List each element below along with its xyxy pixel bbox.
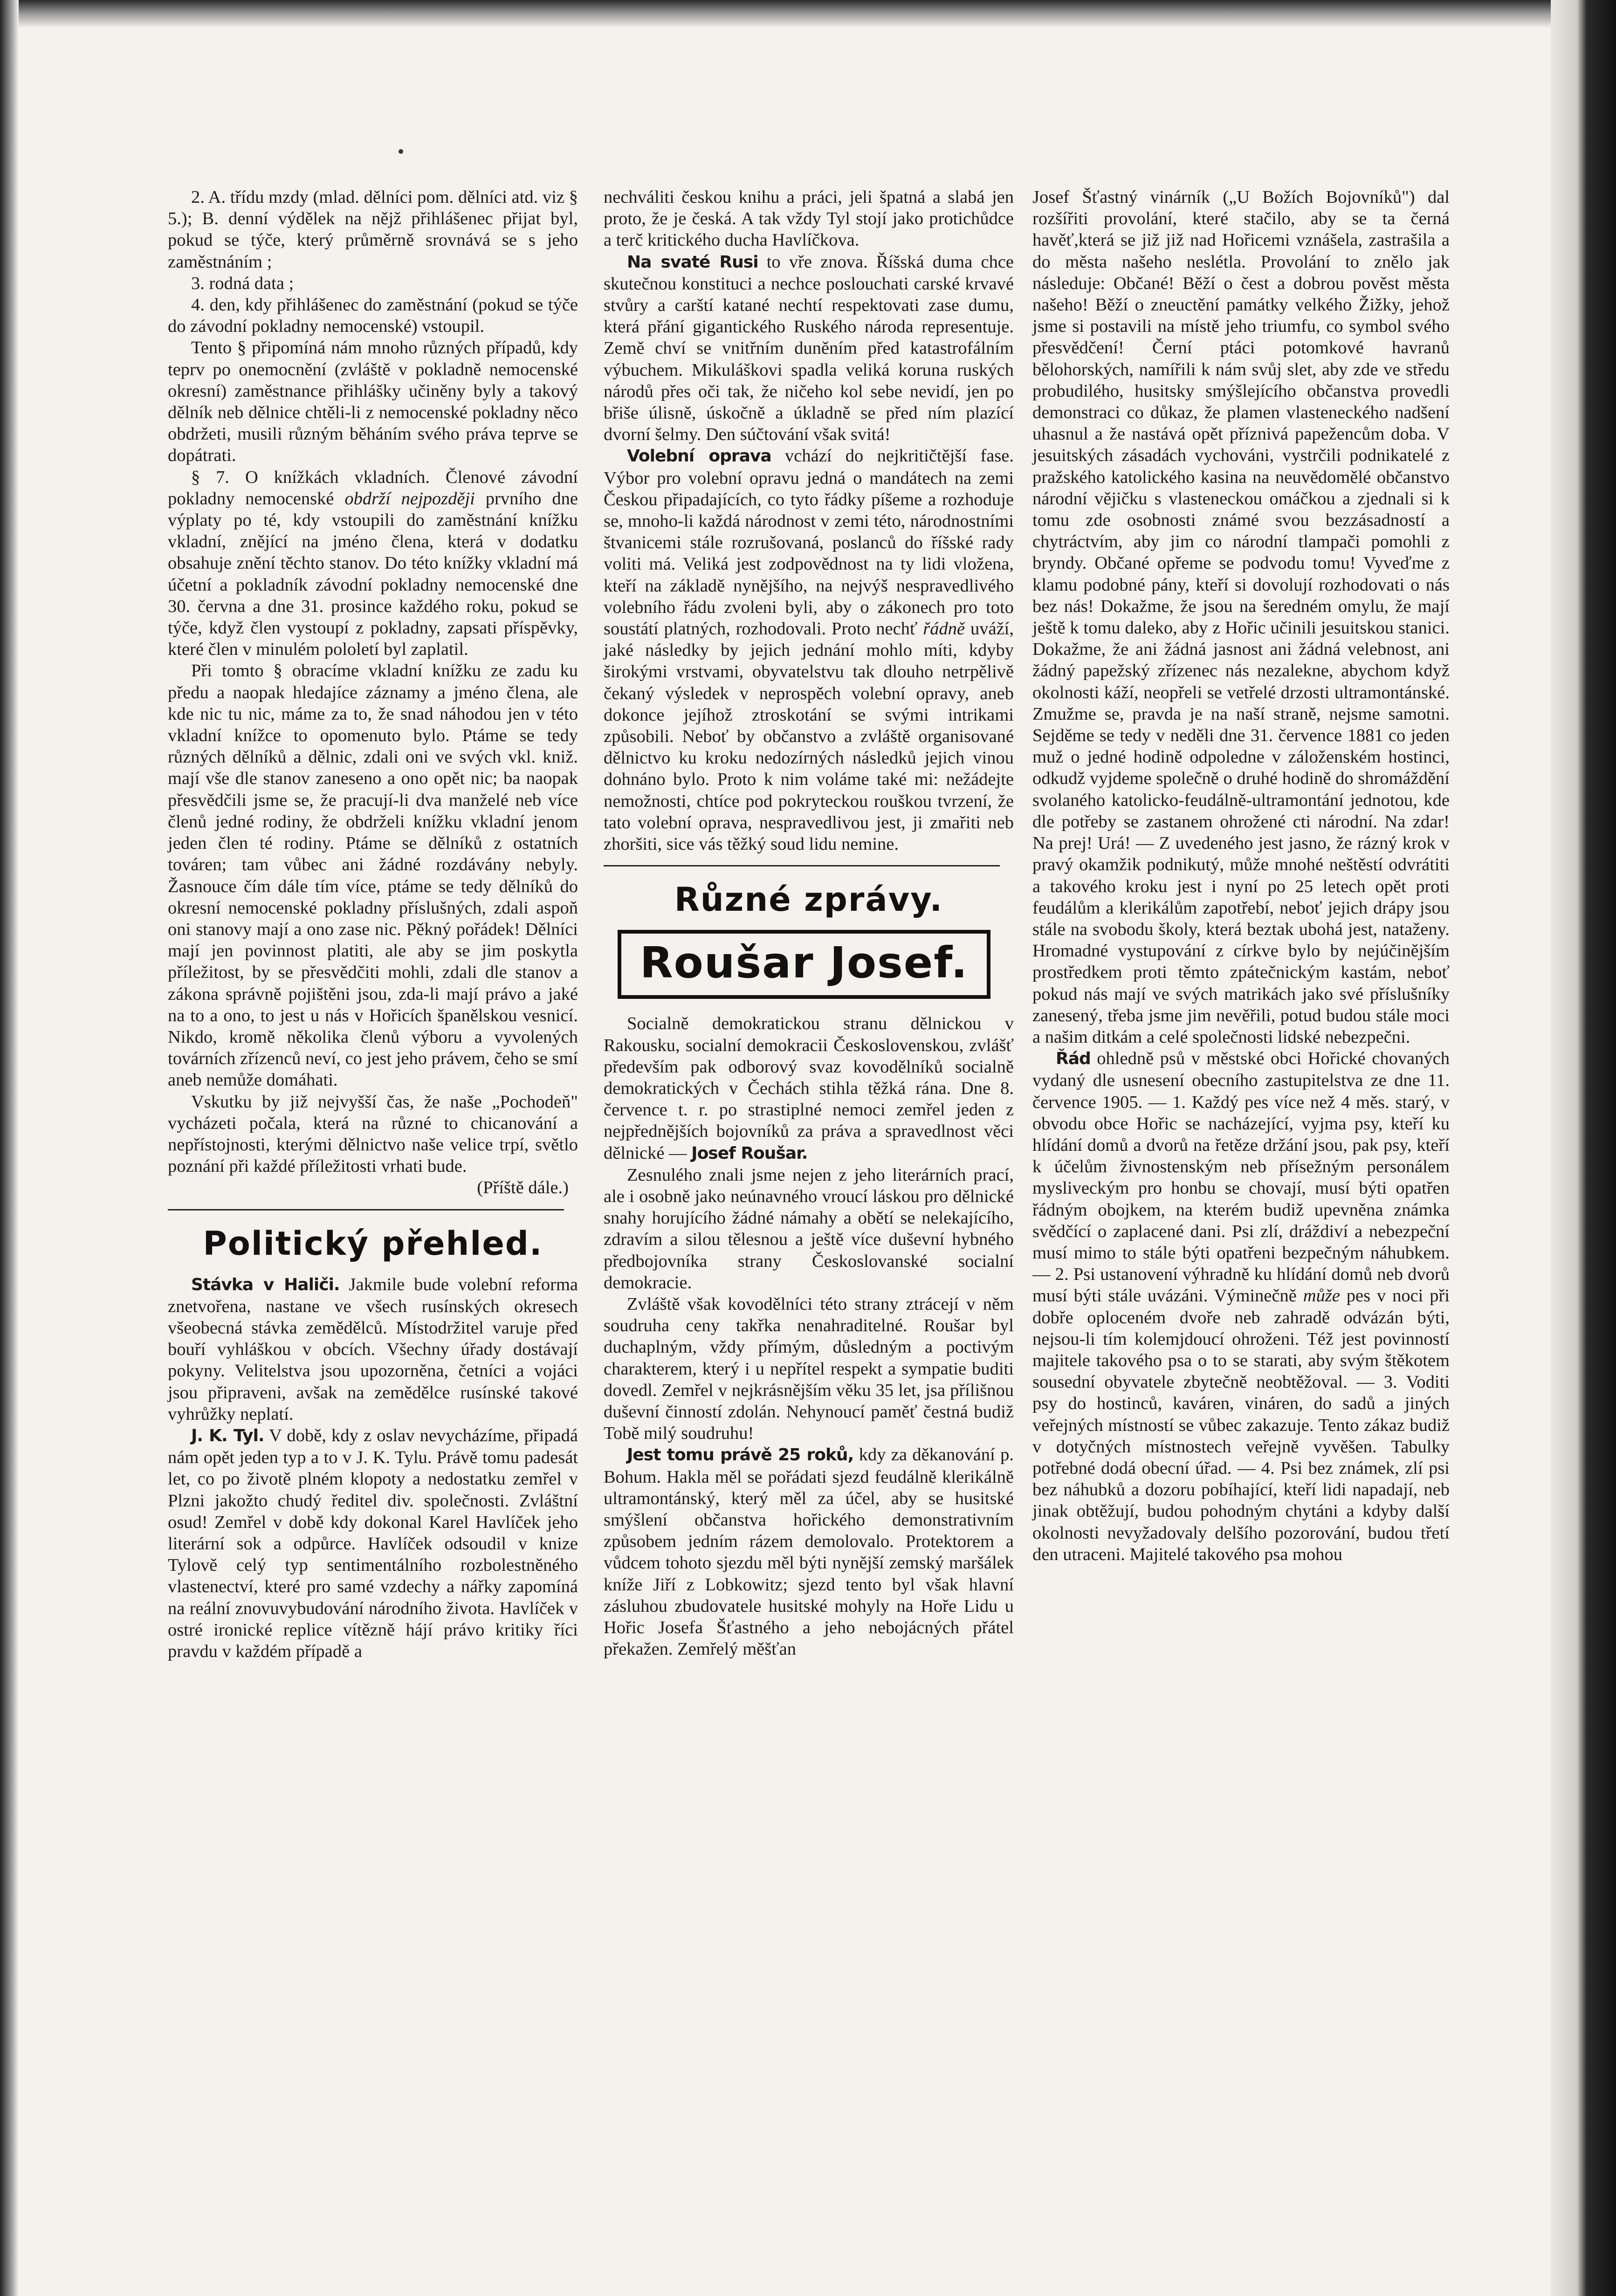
obituary-paragraph: Zvláště však kovodělníci této strany ztrácejí v něm soudruha ceny takřka nenahraditelné. Roušar byl duchaplným, vždy přímým, důsledným a poctivým charakterem, který i u nepřítel respekt a sympatie buditi dovedl. Zemřel v nejkrásnějším věku 35 let, jsa přílišnou duševní činností zdolán. Nehynoucí paměť čestná budiž Tobě milý soudruhu! bbox=[604, 1294, 1014, 1444]
scan-speck bbox=[399, 149, 403, 154]
article-paragraph: 3. rodná data ; bbox=[191, 273, 294, 293]
news-item-lead: J. K. Tyl. bbox=[191, 1426, 264, 1445]
news-item-lead: Volební oprava bbox=[627, 447, 771, 466]
article-paragraph: 2. A. třídu mzdy (mlad. dělníci pom. dělníci atd. viz § 5.); B. denní výdělek na nějž přihlášenec přijat byl, pokud se týče, který průměrně srovnává se s jeho zaměstnáním ; bbox=[168, 187, 578, 272]
news-item-lead: Řád bbox=[1056, 1049, 1091, 1069]
news-item-lead: Jest tomu právě 25 roků, bbox=[627, 1445, 854, 1465]
news-item-lead: Na svaté Rusi bbox=[627, 252, 758, 272]
obituary-paragraph: Zesnulého znali jsme nejen z jeho literárních prací, ale i osobně jako neúnavného vroucí láskou pro dělnické snahy horujícího žádné námahy a obětí se nelekajícího, zdravím a silou tělesnou a ještě více duševní hybného předbojovníka strany Českoslovanské socialní demokracie. bbox=[604, 1165, 1014, 1292]
column-left bbox=[168, 186, 578, 1662]
news-item: Stávka v Haliči. Jakmile bude volební reforma znetvořena, nastane ve všech rusínských okresech všeobecná stávka zemědělců. Místodržitel varuje před bouří vyhláškou v obcích. Všechny úřady dostávají pokyny. Velitelstva jsou upozorněna, četníci a vojáci jsou připraveni, avšak na zemědělce rusínské takové vyhrůžky neplatí. bbox=[168, 1274, 578, 1424]
article-paragraph: Vskutku by již nejvyšší čas, že naše „Pochodeň" vycházeti počala, která na různé to chicanování a nepřístojnosti, kterými dělnictvo naše velice trpí, světlo poznání při každé příležitosti vrhati bude. bbox=[168, 1092, 578, 1176]
news-item: Jest tomu právě 25 roků, kdy za děkanování p. Bohum. Hakla měl se pořádati sjezd feudálně klerikálně ultramontánský, který měl za účel, aby se husitské smýšlení občanstva hořického demonstrativním způsobem jedním rázem demolovalo. Protektorem a vůdcem tohoto sjezdu měl býti nynější zemský maršálek kníže Jiří z Lobkowitz; sjezd tento byl však hlavní zásluhou zbudovatele husitské mohyly na Hoře Lidu u Hořic Josefa Šťastného a jeho nebojácných přátel překažen. Zemřelý měšťan bbox=[604, 1445, 1014, 1659]
obituary-title: Roušar Josef. bbox=[640, 938, 969, 988]
article-paragraph: nechváliti českou knihu a práci, jeli špatná a slabá jen proto, že je česká. A tak vždy Tyl stojí jako protichůdce a terč kritického ducha Havlíčkova. bbox=[604, 187, 1014, 250]
news-item: Na svaté Rusi to vře znova. Říšská duma chce skutečnou konstituci a nechce poslouchati carské krvavé stvůry a carští katané nechtí respektovati zase dumu, která přání gigantického Ruského národa representuje. Země chví se vnitřním duněním před katastrofálním výbuchem. Mikuláškovi spadla veliká koruna ruských národů přes oči tak, že ničeho kol sebe nevidí, jen po břiše úlisně, úskočně a úkladně se před ním plazící dvorní šelmy. Den súčtování však svitá! bbox=[604, 252, 1014, 445]
obituary-name: Josef Roušar. bbox=[691, 1143, 808, 1163]
continued-note: (Příště dále.) bbox=[477, 1178, 569, 1198]
section-divider bbox=[168, 1209, 564, 1210]
news-item: J. K. Tyl. V době, kdy z oslav nevycházíme, připadá nám opět jeden typ a to v J. K. Tylu. Právě tomu padesát let, co po životě plném klopoty a nedostatku zemřel v Plzni jakožto chudý ředitel div. společnosti. Zvláštní osud! Zemřel v době kdy dokonal Karel Havlíček jeho literární sok a odpůrce. Havlíček odsoudil v knize Tylově celý typ sentimentálního rozbolestněného vlastenectví, které pro samé vzdechy a nářky zapomíná na reální znovuvybudování národního života. Havlíček v ostré ironické replice vítězně hájí právo kritiky říci pravdu v každém případě a bbox=[168, 1425, 578, 1661]
obituary-heading-box bbox=[618, 930, 990, 999]
scan-right-edge bbox=[1551, 0, 1616, 2296]
news-item: Řád ohledně psů v městské obci Hořické chovaných vydaný dle usnesení obecního zastupitelstva ze dne 11. července 1905. — 1. Každý pes více než 4 měs. starý, v obvodu obce Hořic se nacházející, vyjma psy, kteří ku hlídání domů a dvorů na řetěze držání jsou, pak psy, kteří k účelům živnostenským neb přísežným personálem mysliveckým pro honbu se chovají, musí býti opatřen řádným obojkem, na kterém budiž upevněna známka svědčící o zaplacené dani. Psi zlí, dráždiví a nebezpeční musí mimo to stále býti opatřeni bezpečným náhubkem. — 2. Psi ustanovení výhradně ku hlídání domů neb dvorů musí býti stále uvázáni. Výminečně může pes v noci při dobře oploceném dvoře neb zahradě odvázán býti, nejsou-li tím kolemjdoucí ohroženi. Též jest povinností majitele takového psa o to se starati, aby svým štěkotem sousední obyvatele zbytečně neobtěžoval. — 3. Voditi psy do hostinců, kaváren, vináren, do sadů a jiných veřejných místností se vůbec zakazuje. Tento zákaz budiž v dotyčných místnostech veřejně vyvěšen. Tabulky potřebné dodá obecní úřad. — 4. Psi bez známek, zlí psi bez náhubků a dozoru pobíhající, kteří lidi napadají, neb jinak obtěžují, budou pohodným chytáni a kdyby další okolnosti nevyžadovaly delšího pozorování, budou třetí den utraceni. Majitelé takového psa mohou bbox=[1032, 1049, 1450, 1564]
section-divider bbox=[604, 865, 1000, 866]
column-middle bbox=[604, 186, 1014, 1660]
column-right bbox=[1032, 186, 1450, 1565]
article-paragraph: § 7. O knížkách vkladních. Členové závodní pokladny nemocenské obdrží nejpozději prvního dne výplaty po té, kdy vstoupili do zaměstnání knížku vkladní, znějící na jméno člena, která v dodatku obsahuje znění těchto stanov. Do této knížky vkladní má účetní a pokladník závodní pokladny nemocenské dne 30. června a dne 31. prosince každého roku, pokud se týče, když člen vystoupí z pokladny, zapsati příspěvky, které člen v minulém pololetí byl zaplatil. bbox=[168, 467, 578, 660]
article-paragraph: 4. den, kdy přihlášenec do zaměstnání (pokud se týče do závodní pokladny nemocenské) vstoupil. bbox=[168, 295, 578, 337]
emphasis: může bbox=[1303, 1286, 1340, 1306]
obituary-paragraph: Socialně demokratickou stranu dělnickou v Rakousku, socialní demokracii Československou, zvlášť především pak odborový svaz kovodělníků socialně demokratických v Čechách stihla těžká rána. Dne 8. července t. r. po strastiplné nemoci zemřel jeden z nejpřednějších bojovníků za práva a spravedlnost věci dělnické — Josef Roušar. bbox=[604, 1014, 1014, 1163]
section-title-politics: Politický přehled. bbox=[203, 1224, 543, 1263]
article-paragraph: Tento § připomíná nám mnoho různých případů, kdy teprv po onemocnění (zvláště v pokladně nemocenské okresní) zaměstnance přihlášky učiněny byly a takový dělník neb dělnice chtěli-li z nemocenské pokladny něco obdržeti, musili různým běháním svého práva teprve se dopátrati. bbox=[168, 338, 578, 466]
news-item-lead: Stávka v Haliči. bbox=[191, 1275, 340, 1294]
scan-top-edge bbox=[0, 0, 1616, 28]
news-item: Volební oprava vchází do nejkritičtější fase. Výbor pro volební opravu jedná o mandátech na zemi Českou připadajících, co tyto řádky píšeme a rozhoduje se, mnoho-li každá národnost v zemi této, národnostními štvanicemi stále rozrušovaná, poslanců do říšské rady voliti má. Veliká jest zodpovědnost na ty lidi vložena, kteří na základě nynějšího, na nejvýš nespravedlivého volebního řádu zvoleni byli, aby o zákonech pro toto soustátí platných, rozhodovali. Proto nechť řádně uváží, jaké následky by jejich jednání mohlo míti, kdyby širokými vrstvami, obyvatelstvu tak dlouho netrpělivě čekaný výsledek v neprospěch volební opravy, aneb dokonce jejíhož ztroskotání se svými intrikami způsobili. Neboť by občanstvo a zvláště organisované dělnictvo ku kroku nedozírných následků jejich vinou dohnáno bylo. Proto k nim voláme také mi: nežádejte nemožnosti, chtíce pod pokryteckou rouškou tvrzení, že tato volební oprava, nespravedlivou jest, ji zmařiti neb zhoršiti, sice vás těžký soud lidu nemine. bbox=[604, 446, 1014, 854]
emphasis: obdrží nejpozději bbox=[344, 488, 475, 509]
section-title-news: Různé zprávy. bbox=[674, 880, 943, 919]
scan-left-edge bbox=[0, 0, 19, 2296]
article-paragraph: Při tomto § obracíme vkladní knížku ze zadu ku předu a naopak hledajíce záznamy a jméno člena, ale kde nic tu nic, máme za to, že snad náhodou jen v této vkladní knížce to opomenuto bylo. Ptáme se tedy různých dělníků a dělnic, zdali oni ve svých vkl. kniž. mají vše dle stanov zaneseno a ono opět nic; ba naopak přesvědčili jsme se, že pracují-li dva manželé neb více členů jedné rodiny, že obdrželi knížku vkladní jenom jeden člen té rodiny. Ptáme se dělníků z ostatních továren; tam vůbec ani žádné rozdávány nebyly. Žasnouce čím dále tím více, ptáme se tedy dělníků do okresní nemocenské pokladny příslušných, zdali aspoň oni stanovy mají a ono zase nic. Pěkný pořádek! Dělníci mají jen povinnost platiti, ale aby se jim poskytla příležitost, by se přesvědčiti mohli, zdali dle stanov a zákona správně pojištěni jsou, zda-li mají právo a jaké na to a ono, to jest u nás v Hořicích španělskou vesnicí. Nikdo, kromě několika členů výboru a vyvolených továrních zřízenců neví, co jest jeho právem, čeho se smí aneb nemůže domáhati. bbox=[168, 661, 578, 1090]
emphasis: řádně bbox=[923, 619, 965, 639]
article-paragraph: Josef Šťastný vinárník („U Božích Bojovníků") dal rozšířiti provolání, které stačilo, aby se ta černá havěť,která se již již nad Hořicemi vznášela, zastrašila a do města našeho neslétla. Provolání to znělo jak následuje: Občané! Běží o čest a dobrou pověst města našeho! Běží o zneuctění památky velkého Žižky, jehož jsme si postavili na místě jeho triumfu, co symbol svého přesvědčení! Černí ptáci potomkové havranů bělohorských, namířili k nám svůj slet, aby zde ve středu probudilého, husitsky smýšlejícího občanstva provedli demonstraci co důkaz, že plamen vlasteneckého nadšení uhasnul a že nastává opět příznivá papežencům doba. V jesuitských zásadách vychováni, vystrčili podnikatelé z pražského katolického kasina na neuvědomělé občanstvo národní vějičku s vlasteneckou omáčkou a zjednali si k tomu zde osobnosti známé svou bezzásadností a chytráctvím, aby jim co národní tlampači pomohli z bryndy. Občané opřeme se podvodu tomu! Vyveďme z klamu podobné pány, kteří si dovolují rozhodovati o nás bez nás! Dokažme, že jsou na šeredném omylu, že mají ještě k tomu daleko, aby z Hořic učinili jesuitskou stanici. Dokažme, že ani žádná jasnost ani žádná velebnost, ani žádný papežský zřízenec nás nezalekne, abychom když okolnosti káží, neopřeli se vetřelé drzosti ultramontánské. Zmužme se, pravda je na naší straně, nejsme samotni. Sejděme se tedy v neděli dne 31. července 1881 co jeden muž o jedné hodině odpoledne v záloženském hostinci, odkudž vyjdeme společně o druhé hodině do shromáždění svolaného katolicko-feudálně-ultramontání jednotou, kde dle potřeby se zastanem ohrožené cti národní. Na zdar! Na prej! Urá! — Z uvedeného jest jasno, že rázný krok v pravý okamžik podnikutý, může mnohé neštěstí odvrátiti a takového kroku jest i nyní po 25 letech opět proti feudálům a klerikálům zapotřebí, neboť jejich drápy jsou stále na svobodu školy, která beztak ubohá jest, nataženy. Hromadné vystupování z církve bylo by nejúčinějším prostředkem proti těmto zpátečnickým kastám, neboť pokud nás mají ve svých matrikách jako své příslušníky zanesený, třeba jsme jim nevěřili, potud budou stále moci a našim ditkám a celé společnosti lidské nebezpečni. bbox=[1032, 187, 1450, 1047]
